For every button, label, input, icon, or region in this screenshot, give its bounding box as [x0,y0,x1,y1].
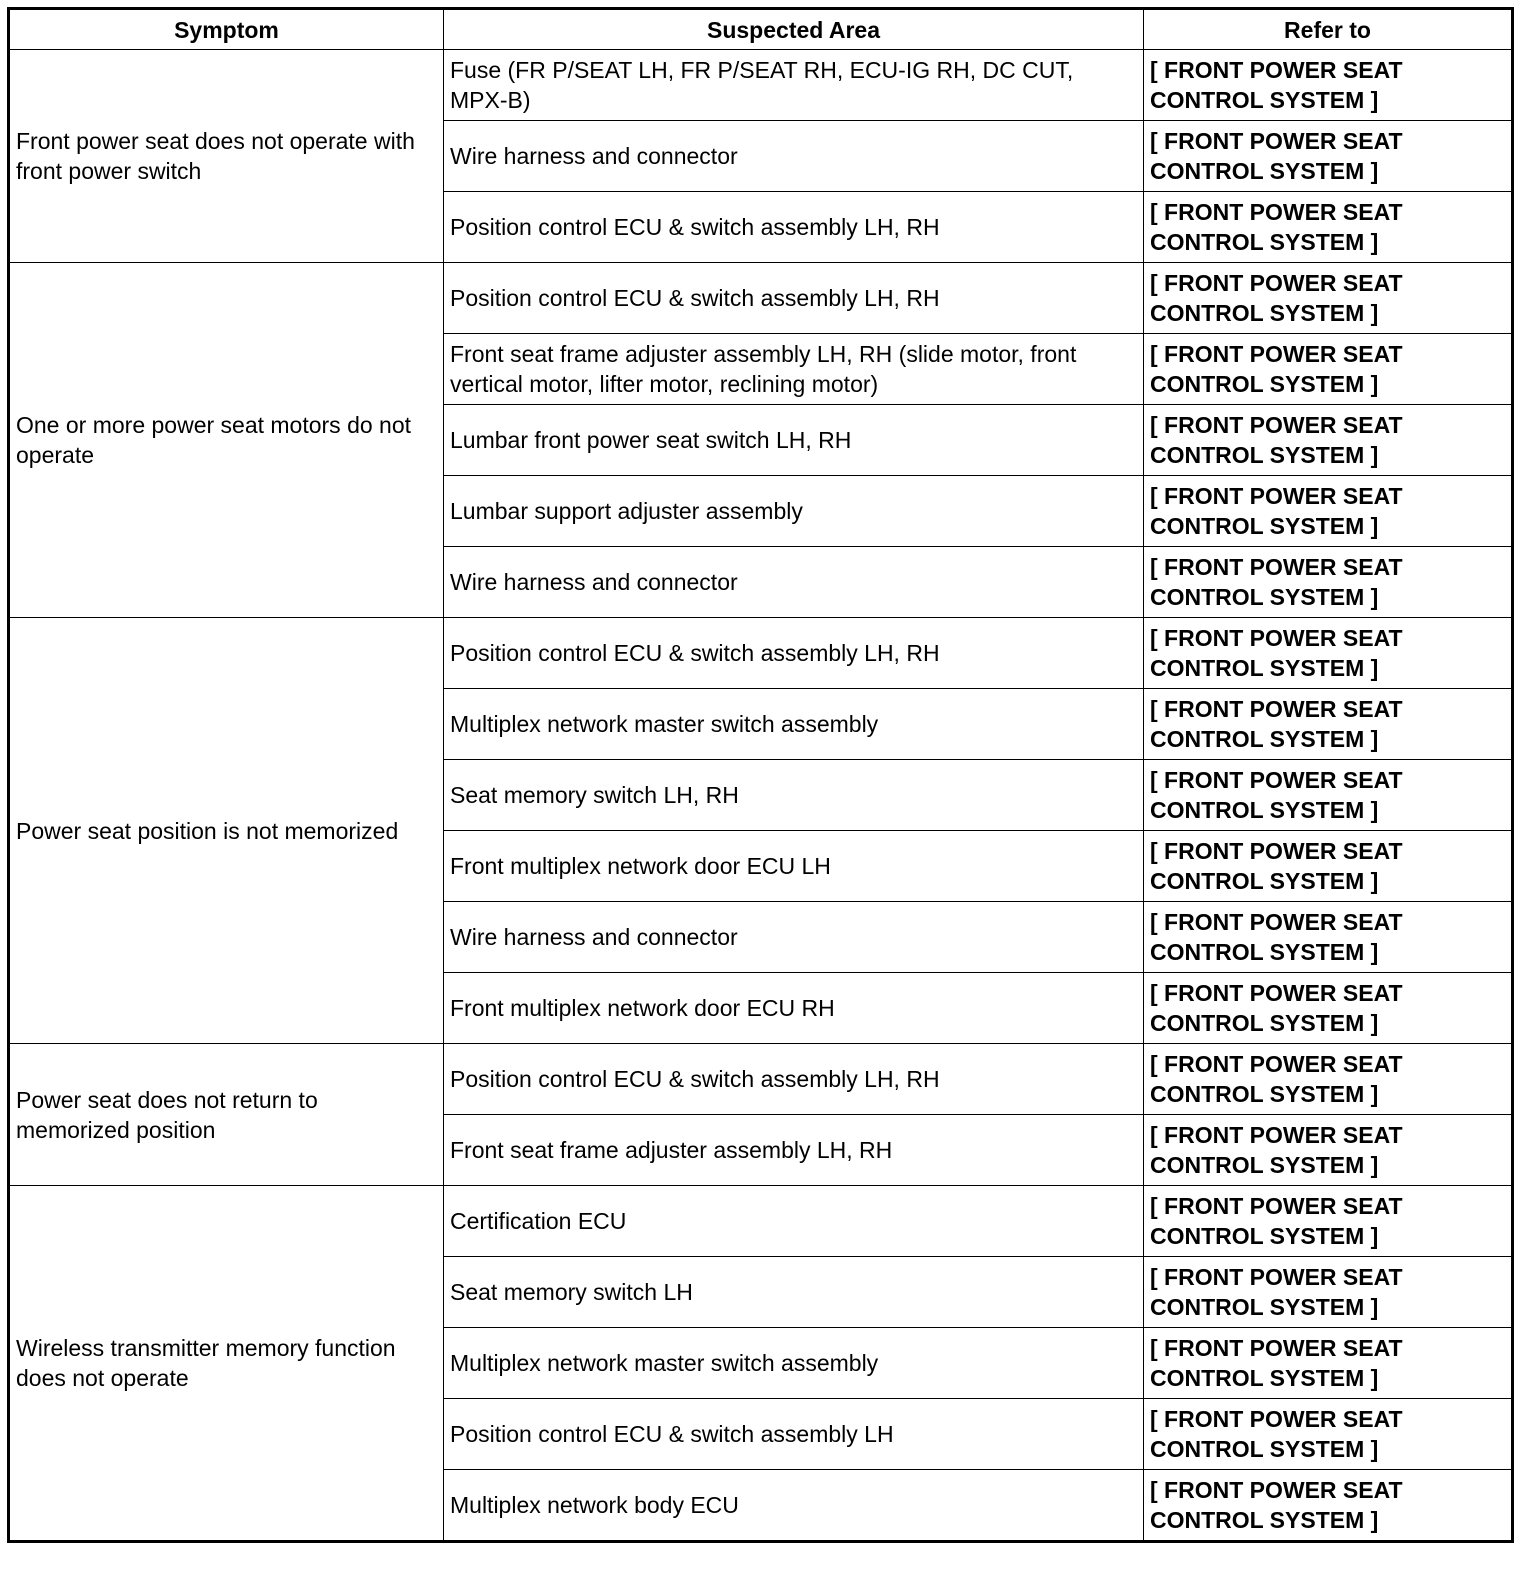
refer-to-cell: [ FRONT POWER SEAT CONTROL SYSTEM ] [1144,121,1513,192]
suspected-area-cell: Position control ECU & switch assembly LH, RH [444,1044,1144,1115]
header-refer-to: Refer to [1144,9,1513,50]
table-header-row [9,9,1513,50]
suspected-area-cell: Front multiplex network door ECU LH [444,831,1144,902]
suspected-area-cell: Position control ECU & switch assembly LH, RH [444,263,1144,334]
table-row [9,1186,1513,1257]
table-row [9,1044,1513,1115]
symptom-cell: Power seat position is not memorized [9,618,444,1044]
refer-to-cell: [ FRONT POWER SEAT CONTROL SYSTEM ] [1144,263,1513,334]
symptom-cell: Front power seat does not operate with front power switch [9,50,444,263]
refer-to-cell: [ FRONT POWER SEAT CONTROL SYSTEM ] [1144,476,1513,547]
refer-to-cell: [ FRONT POWER SEAT CONTROL SYSTEM ] [1144,547,1513,618]
header-symptom: Symptom [9,9,444,50]
suspected-area-cell: Lumbar front power seat switch LH, RH [444,405,1144,476]
suspected-area-cell: Front seat frame adjuster assembly LH, RH [444,1115,1144,1186]
refer-to-cell: [ FRONT POWER SEAT CONTROL SYSTEM ] [1144,1257,1513,1328]
table-row [9,50,1513,121]
suspected-area-cell: Wire harness and connector [444,121,1144,192]
refer-to-cell: [ FRONT POWER SEAT CONTROL SYSTEM ] [1144,760,1513,831]
suspected-area-cell: Multiplex network master switch assembly [444,1328,1144,1399]
suspected-area-cell: Lumbar support adjuster assembly [444,476,1144,547]
symptom-cell: Power seat does not return to memorized position [9,1044,444,1186]
suspected-area-cell: Position control ECU & switch assembly LH [444,1399,1144,1470]
refer-to-cell: [ FRONT POWER SEAT CONTROL SYSTEM ] [1144,973,1513,1044]
refer-to-cell: [ FRONT POWER SEAT CONTROL SYSTEM ] [1144,1470,1513,1542]
refer-to-cell: [ FRONT POWER SEAT CONTROL SYSTEM ] [1144,689,1513,760]
refer-to-cell: [ FRONT POWER SEAT CONTROL SYSTEM ] [1144,1115,1513,1186]
refer-to-cell: [ FRONT POWER SEAT CONTROL SYSTEM ] [1144,334,1513,405]
refer-to-cell: [ FRONT POWER SEAT CONTROL SYSTEM ] [1144,831,1513,902]
suspected-area-cell: Fuse (FR P/SEAT LH, FR P/SEAT RH, ECU-IG RH, DC CUT, MPX-B) [444,50,1144,121]
suspected-area-cell: Position control ECU & switch assembly LH, RH [444,618,1144,689]
suspected-area-cell: Wire harness and connector [444,902,1144,973]
refer-to-cell: [ FRONT POWER SEAT CONTROL SYSTEM ] [1144,1044,1513,1115]
refer-to-cell: [ FRONT POWER SEAT CONTROL SYSTEM ] [1144,902,1513,973]
refer-to-cell: [ FRONT POWER SEAT CONTROL SYSTEM ] [1144,405,1513,476]
symptom-cell: One or more power seat motors do not operate [9,263,444,618]
table-row [9,618,1513,689]
refer-to-cell: [ FRONT POWER SEAT CONTROL SYSTEM ] [1144,618,1513,689]
symptom-cell: Wireless transmitter memory function does not operate [9,1186,444,1542]
suspected-area-cell: Front seat frame adjuster assembly LH, RH (slide motor, front vertical motor, lifter motor, reclining motor) [444,334,1144,405]
table-body [9,50,1513,1542]
suspected-area-cell: Front multiplex network door ECU RH [444,973,1144,1044]
suspected-area-cell: Wire harness and connector [444,547,1144,618]
suspected-area-cell: Position control ECU & switch assembly LH, RH [444,192,1144,263]
suspected-area-cell: Seat memory switch LH, RH [444,760,1144,831]
refer-to-cell: [ FRONT POWER SEAT CONTROL SYSTEM ] [1144,1328,1513,1399]
header-suspected-area: Suspected Area [444,9,1144,50]
refer-to-cell: [ FRONT POWER SEAT CONTROL SYSTEM ] [1144,1399,1513,1470]
suspected-area-cell: Seat memory switch LH [444,1257,1144,1328]
suspected-area-cell: Multiplex network master switch assembly [444,689,1144,760]
suspected-area-cell: Multiplex network body ECU [444,1470,1144,1542]
refer-to-cell: [ FRONT POWER SEAT CONTROL SYSTEM ] [1144,192,1513,263]
suspected-area-cell: Certification ECU [444,1186,1144,1257]
problem-symptoms-table [7,7,1514,1543]
refer-to-cell: [ FRONT POWER SEAT CONTROL SYSTEM ] [1144,1186,1513,1257]
refer-to-cell: [ FRONT POWER SEAT CONTROL SYSTEM ] [1144,50,1513,121]
table-row [9,263,1513,334]
